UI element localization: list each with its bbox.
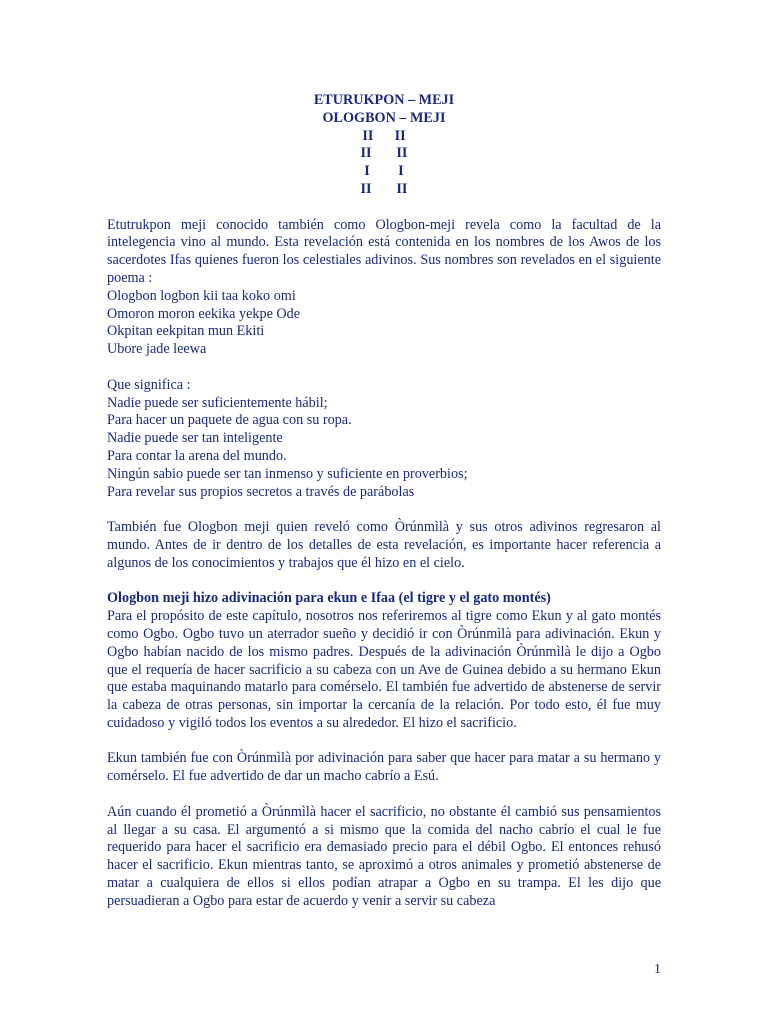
body-paragraph: Ekun también fue con Òrúnmìlà por adivinación para saber que hacer para matar a su hermano y comérselo. El fue advertido de dar un macho cabrío a Esú. [107,750,661,785]
document-title: ETURUKPON – MEJI [313,92,455,108]
signature-row: I I [364,163,404,180]
poem-line: Okpitan eekpitan mun Ekiti [107,323,265,340]
poem [107,288,661,359]
page-number: 1 [654,962,661,977]
meaning-line: Para contar la arena del mundo. [107,447,287,464]
signature-row: II II [360,180,408,197]
body-paragraph: Para el propósito de este capítulo, nosotros nos referiremos al tigre como Ekun y al gato montés como Ogbo. Ogbo tuvo un aterrador sueño y decidió ir con Òrúnmìlà para adivinación. Ekun y Ogbo habían nacido de los mismo padres. Después de la adivinación Òrúnmìlà le dijo a Ogbo que el requería de hacer sacrificio a su cabeza con un Ave de Guinea debido a su hermano Ekun que estaba maquinando matarlo para comérselo. El también fue advertido de abstenerse de servir la cabeza de otras personas, sin importar la cercanía de la relación. Por todo esto, él fue muy cuidadoso y vigiló todos los eventos a su alrededor. El hizo el sacrificio. [107,608,661,731]
poem-meaning [107,377,661,502]
meaning-line: Nadie puede ser tan inteligente [107,430,283,447]
body-paragraph: Aún cuando él prometió a Òrúnmìlà hacer el sacrificio, no obstante él cambió sus pensamientos al llegar a su casa. El argumentó a si mismo que la comida del nacho cabrío el cual le fue requerido para hacer el sacrificio era demasiado precio para el débil Ogbo. El entonces rehusó hacer el sacrificio. Ekun mientras tanto, se aproximó a otros animales y prometió abstenerse de matar a cualquiera de ellos si ellos podían atrapar a Ogbo en su trampa. El les dijo que persuadieran a Ogbo para estar de acuerdo y venir a servir su cabeza [107,803,661,909]
signature-row: II II [362,127,406,144]
meaning-line: Nadie puede ser suficientemente hábil; [107,394,328,411]
document-page [107,92,661,911]
poem-line: Ologbon logbon kii taa koko omi [107,287,296,304]
poem-line: Omoron moron eekika yekpe Ode [107,305,301,322]
odu-signature [107,128,661,199]
body-paragraph: También fue Ologbon meji quien reveló como Òrúnmìlà y sus otros adivinos regresaron al mundo. Antes de ir dentro de los detalles de esta revelación, es importante hacer referencia a algunos de los conocimientos y trabajos que él hizo en el cielo. [107,519,661,571]
meaning-line: Para revelar sus propios secretos a través de parábolas [107,483,415,500]
document-subtitle: OLOGBON – MEJI [322,109,446,126]
meaning-line: Ningún sabio puede ser tan inmenso y suficiente en proverbios; [107,465,468,482]
intro-paragraph: Etutrukpon meji conocido también como Ologbon-meji revela como la facultad de la intelegencia vino al mundo. Esta revelación está contenida en los nombres de los Awos de los sacerdotes Ifas quienes fueron los celestiales adivinos. Sus nombres son revelados en el siguiente poema : [107,216,661,286]
signature-row: II II [360,145,408,162]
meaning-line: Que significa : [107,376,191,393]
meaning-line: Para hacer un paquete de agua con su ropa. [107,412,352,429]
section-heading: Ologbon meji hizo adivinación para ekun e Ifaa (el tigre y el gato montés) [107,590,551,607]
poem-line: Ubore jade leewa [107,341,207,358]
